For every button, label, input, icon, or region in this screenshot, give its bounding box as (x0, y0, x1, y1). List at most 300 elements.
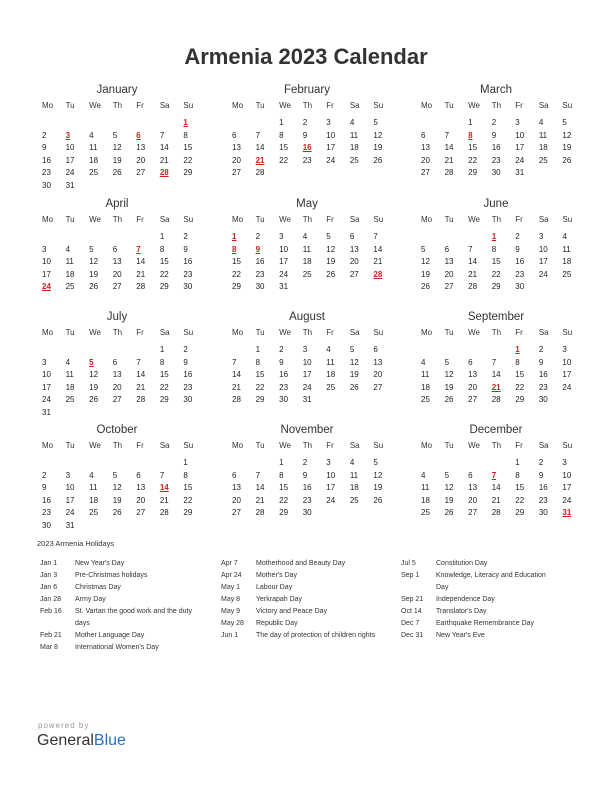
empty-day-cell (84, 345, 108, 358)
day-cell: 13 (444, 257, 454, 266)
holiday-row (401, 606, 576, 618)
day-cell: 24 (65, 168, 75, 177)
day-cell: 13 (349, 244, 359, 254)
weekday-label: Fr (136, 101, 144, 110)
weekday-label: Su (183, 101, 194, 110)
day-cell: 30 (515, 282, 525, 291)
day-cell: 5 (373, 118, 378, 127)
holiday-name: Pre-Christmas holidays (75, 572, 148, 579)
day-cell: 2 (42, 130, 47, 140)
empty-day-cell (108, 232, 132, 245)
day-cell: 6 (468, 470, 473, 480)
weekday-label: Th (302, 328, 313, 337)
day-cell: 2 (538, 458, 544, 467)
weekday-label: Su (373, 101, 384, 110)
weekday-label: We (89, 441, 101, 450)
empty-day-cell (61, 345, 85, 358)
day-cell: 23 (183, 382, 193, 392)
day-cell: 6 (373, 345, 378, 354)
weekday-label: Th (491, 328, 502, 337)
holiday-row (221, 582, 396, 594)
day-cell: 14 (255, 143, 265, 152)
holiday-name: New Year's Eve (436, 632, 485, 639)
day-cell: 24 (65, 508, 75, 517)
holiday-name: Independence Day (436, 596, 495, 603)
day-cell: 13 (421, 143, 430, 152)
day-cell: 29 (515, 508, 525, 517)
day-cell: 7 (491, 357, 497, 367)
weekday-label: Su (183, 215, 194, 224)
day-cell: 17 (65, 495, 75, 505)
month-name: January (96, 84, 138, 96)
month-december (416, 422, 576, 521)
day-cell: 8 (159, 357, 165, 367)
day-cell: 13 (232, 143, 241, 152)
day-cell: 22 (159, 269, 169, 279)
day-cell: 13 (112, 370, 122, 379)
day-cell: 5 (89, 244, 94, 254)
day-cell: 9 (183, 244, 188, 254)
day-cell: 1 (159, 232, 165, 241)
day-cell: 17 (326, 483, 336, 492)
day-cell: 16 (183, 370, 193, 379)
day-cell: 27 (468, 508, 478, 517)
day-cell: 3 (562, 458, 567, 467)
day-grid (416, 118, 576, 181)
day-cell: 23 (302, 495, 312, 505)
day-cell: 2 (302, 118, 308, 127)
day-cell: 22 (491, 269, 501, 279)
holiday-row (40, 630, 215, 642)
holiday-row (40, 606, 215, 618)
day-cell: 27 (112, 282, 122, 291)
weekday-header (227, 326, 387, 340)
empty-day-cell (84, 232, 108, 245)
day-cell: 25 (538, 155, 548, 165)
weekday-label: Mo (421, 328, 433, 337)
day-cell: 30 (42, 180, 51, 190)
day-cell: 5 (421, 244, 426, 254)
weekday-label: Mo (421, 215, 433, 224)
holiday-date: Feb 21 (40, 632, 62, 639)
day-cell: 14 (255, 483, 265, 492)
holiday-day: 1 (232, 232, 237, 241)
holiday-day: 8 (232, 244, 237, 254)
day-cell: 1 (279, 458, 284, 467)
day-cell: 20 (112, 269, 122, 279)
day-cell: 31 (42, 407, 51, 417)
weekday-label: Mo (421, 101, 433, 110)
empty-day-cell (61, 118, 85, 131)
day-cell: 16 (515, 257, 525, 266)
holiday-date: May 28 (221, 620, 244, 627)
day-cell: 8 (159, 244, 165, 254)
day-cell: 14 (444, 143, 454, 152)
generalblue-logo[interactable] (37, 732, 126, 750)
day-cell: 19 (373, 483, 383, 492)
day-cell: 7 (159, 470, 165, 480)
day-cell: 22 (183, 155, 193, 165)
brand-blue: Blue (93, 732, 126, 749)
empty-day-cell (227, 118, 251, 131)
holiday-row (401, 618, 576, 630)
day-cell: 9 (42, 483, 47, 492)
day-cell: 20 (112, 382, 122, 392)
day-grid (37, 345, 197, 420)
day-cell: 14 (468, 257, 478, 266)
day-grid (37, 232, 197, 295)
day-cell: 15 (159, 370, 169, 379)
month-name: November (280, 424, 334, 436)
holiday-row (40, 558, 215, 570)
month-march (416, 82, 576, 181)
day-grid (37, 458, 197, 533)
day-cell: 29 (255, 395, 265, 404)
holiday-date: Jan 1 (40, 560, 58, 567)
empty-day-cell (440, 458, 464, 471)
weekday-label: Tu (65, 328, 75, 337)
day-cell: 16 (538, 370, 548, 379)
day-cell: 12 (421, 257, 430, 266)
day-cell: 17 (515, 143, 525, 152)
day-cell: 19 (326, 257, 336, 266)
holiday-row (40, 618, 215, 630)
holiday-name: Motherhood and Beauty Day (256, 560, 346, 567)
holiday-day: 1 (515, 345, 520, 354)
day-cell: 12 (349, 357, 359, 367)
holiday-date: Sep 1 (401, 572, 420, 579)
day-cell: 5 (444, 470, 450, 480)
day-cell: 24 (538, 269, 548, 279)
day-cell: 5 (112, 470, 118, 480)
day-cell: 12 (373, 130, 383, 140)
holiday-row (401, 582, 576, 594)
day-cell: 17 (279, 257, 289, 266)
day-cell: 22 (232, 269, 241, 279)
day-cell: 19 (112, 495, 122, 505)
day-cell: 15 (279, 143, 289, 152)
day-cell: 10 (279, 244, 289, 254)
day-cell: 11 (538, 130, 548, 140)
holiday-row (401, 594, 576, 606)
day-cell: 27 (373, 382, 383, 392)
day-cell: 11 (562, 244, 571, 254)
day-cell: 2 (42, 470, 47, 480)
month-name: March (480, 84, 512, 96)
weekday-label: Sa (159, 441, 170, 450)
day-cell: 1 (279, 118, 284, 127)
brand-general: General (37, 732, 94, 749)
weekday-label: Sa (538, 215, 549, 224)
day-cell: 18 (538, 143, 548, 152)
day-cell: 1 (468, 118, 473, 127)
day-cell: 23 (515, 269, 525, 279)
empty-day-cell (487, 458, 511, 471)
day-cell: 4 (538, 118, 544, 127)
day-cell: 9 (491, 130, 497, 140)
empty-day-cell (463, 345, 487, 358)
day-cell: 16 (279, 370, 289, 379)
month-name: June (483, 198, 509, 210)
day-cell: 29 (183, 508, 193, 517)
day-cell: 4 (349, 458, 355, 467)
empty-day-cell (131, 118, 155, 131)
weekday-label: Th (302, 215, 313, 224)
powered-by-text: powered by (38, 721, 90, 730)
day-cell: 24 (562, 495, 572, 505)
day-cell: 11 (349, 470, 359, 480)
weekday-label: Th (112, 441, 123, 450)
day-cell: 6 (421, 130, 426, 140)
day-cell: 20 (232, 495, 241, 505)
day-cell: 19 (444, 382, 454, 392)
day-cell: 3 (302, 345, 308, 354)
day-cell: 29 (279, 508, 289, 517)
weekday-label: Sa (349, 215, 360, 224)
day-cell: 6 (136, 470, 141, 480)
day-cell: 26 (349, 382, 359, 392)
day-cell: 10 (562, 470, 572, 480)
day-cell: 31 (302, 395, 312, 404)
weekday-label: Su (183, 328, 194, 337)
day-cell: 23 (538, 495, 548, 505)
day-cell: 31 (279, 282, 289, 291)
day-cell: 13 (468, 483, 478, 492)
day-cell: 17 (302, 370, 312, 379)
holiday-day: 8 (468, 130, 473, 140)
day-cell: 25 (65, 395, 75, 404)
day-cell: 8 (279, 470, 284, 480)
day-cell: 11 (89, 143, 98, 152)
day-cell: 12 (326, 244, 336, 254)
day-cell: 22 (279, 495, 289, 505)
day-cell: 8 (491, 244, 497, 254)
day-cell: 11 (65, 370, 74, 379)
day-cell: 18 (349, 143, 359, 152)
empty-day-cell (108, 118, 132, 131)
day-cell: 15 (232, 257, 241, 266)
day-cell: 13 (136, 143, 146, 152)
day-cell: 27 (112, 395, 122, 404)
day-cell: 12 (373, 470, 383, 480)
holiday-name: St. Vartan the good work and the duty (75, 608, 193, 615)
day-cell: 7 (255, 130, 261, 140)
weekday-header (227, 213, 387, 227)
holiday-row (401, 558, 576, 570)
day-cell: 20 (468, 495, 478, 505)
empty-day-cell (416, 118, 440, 131)
day-grid (227, 118, 387, 181)
day-cell: 21 (136, 269, 146, 279)
holiday-date: Jan 28 (40, 596, 62, 603)
weekday-label: Sa (349, 328, 360, 337)
day-cell: 27 (444, 282, 454, 291)
day-cell: 20 (349, 257, 359, 266)
day-cell: 3 (326, 458, 331, 467)
day-cell: 4 (349, 118, 355, 127)
holiday-date: Apr 24 (221, 572, 242, 579)
day-cell: 8 (183, 470, 188, 480)
weekday-header (416, 326, 576, 340)
month-april (37, 196, 197, 295)
day-cell: 31 (65, 180, 75, 190)
day-cell: 9 (538, 470, 544, 480)
holiday-day: 9 (255, 244, 261, 254)
day-cell: 5 (349, 345, 355, 354)
empty-day-cell (84, 458, 108, 471)
day-cell: 11 (349, 130, 359, 140)
day-cell: 29 (159, 395, 169, 404)
empty-day-cell (61, 232, 85, 245)
day-cell: 16 (42, 155, 51, 165)
weekday-label: Tu (65, 215, 75, 224)
weekday-label: Tu (255, 215, 265, 224)
holiday-day: 1 (491, 232, 497, 241)
day-cell: 14 (491, 370, 501, 379)
weekday-label: Fr (136, 215, 144, 224)
day-cell: 13 (136, 483, 146, 492)
day-cell: 26 (373, 155, 383, 165)
holiday-date: Jan 6 (40, 584, 58, 591)
weekday-label: Sa (159, 328, 170, 337)
day-cell: 31 (515, 168, 525, 177)
holiday-day: 6 (136, 130, 141, 140)
day-cell: 14 (159, 143, 169, 152)
day-cell: 5 (373, 458, 378, 467)
day-cell: 25 (326, 382, 336, 392)
day-cell: 17 (42, 269, 51, 279)
day-cell: 18 (89, 495, 99, 505)
day-cell: 19 (89, 382, 99, 392)
day-cell: 25 (65, 282, 75, 291)
day-cell: 10 (42, 370, 51, 379)
empty-day-cell (108, 345, 132, 358)
holiday-date: May 1 (221, 584, 241, 591)
day-cell: 20 (232, 155, 241, 165)
holiday-name: Labour Day (256, 584, 293, 591)
weekday-label: Tu (444, 101, 454, 110)
holiday-day: 21 (491, 382, 501, 392)
holiday-name: Victory and Peace Day (256, 608, 328, 615)
day-cell: 23 (491, 155, 501, 165)
holiday-name: days (75, 620, 90, 627)
holiday-row (221, 630, 396, 642)
weekday-label: We (89, 101, 101, 110)
empty-day-cell (37, 232, 61, 245)
day-cell: 1 (159, 345, 165, 354)
day-cell: 29 (468, 168, 478, 177)
holiday-name: Republic Day (256, 620, 298, 627)
day-cell: 27 (232, 168, 241, 177)
day-grid (227, 345, 387, 408)
day-cell: 19 (112, 155, 122, 165)
weekday-label: Mo (232, 101, 244, 110)
weekday-label: Fr (136, 441, 144, 450)
day-cell: 21 (159, 155, 169, 165)
day-cell: 6 (112, 244, 118, 254)
day-cell: 11 (421, 370, 430, 379)
day-cell: 12 (112, 143, 122, 152)
month-july (37, 309, 197, 420)
day-cell: 29 (183, 168, 193, 177)
month-november (227, 422, 387, 521)
day-cell: 17 (42, 382, 51, 392)
day-cell: 22 (468, 155, 478, 165)
day-cell: 18 (421, 382, 430, 392)
day-cell: 1 (255, 345, 261, 354)
day-cell: 23 (42, 168, 51, 177)
month-september (416, 309, 576, 408)
day-cell: 20 (468, 382, 478, 392)
holiday-date: May 9 (221, 608, 241, 615)
day-cell: 22 (279, 155, 289, 165)
weekday-label: Fr (136, 328, 144, 337)
day-cell: 24 (326, 155, 336, 165)
weekday-label: Mo (42, 328, 54, 337)
weekday-label: We (279, 101, 291, 110)
day-cell: 15 (491, 257, 501, 266)
weekday-label: Mo (232, 441, 244, 450)
weekday-label: Su (183, 441, 194, 450)
weekday-label: Fr (326, 101, 334, 110)
day-cell: 3 (65, 470, 71, 480)
day-cell: 2 (491, 118, 497, 127)
day-cell: 26 (326, 269, 336, 279)
day-cell: 20 (444, 269, 454, 279)
weekday-label: Fr (515, 441, 523, 450)
day-cell: 30 (538, 508, 548, 517)
weekday-label: Su (562, 328, 573, 337)
day-cell: 13 (112, 257, 122, 266)
empty-day-cell (155, 118, 179, 131)
empty-day-cell (37, 118, 61, 131)
holiday-name: New Year's Day (75, 560, 125, 567)
empty-day-cell (227, 458, 251, 471)
day-cell: 26 (444, 395, 454, 404)
day-grid (416, 458, 576, 521)
weekday-label: Sa (538, 441, 549, 450)
weekday-label: We (279, 215, 291, 224)
empty-day-cell (416, 232, 440, 245)
day-cell: 21 (491, 495, 501, 505)
day-cell: 16 (491, 143, 501, 152)
holiday-column-2 (221, 558, 396, 642)
day-cell: 6 (349, 232, 355, 241)
holiday-date: Mar 8 (40, 644, 58, 651)
day-cell: 30 (491, 168, 501, 177)
day-cell: 18 (326, 370, 336, 379)
day-cell: 19 (349, 370, 359, 379)
day-cell: 15 (159, 257, 169, 266)
holiday-day: 14 (159, 483, 169, 492)
empty-day-cell (108, 458, 132, 471)
weekday-header (227, 439, 387, 453)
day-cell: 10 (326, 470, 336, 480)
day-cell: 4 (421, 470, 426, 480)
day-cell: 23 (302, 155, 312, 165)
empty-day-cell (131, 458, 155, 471)
day-cell: 7 (444, 130, 450, 140)
weekday-label: We (468, 441, 480, 450)
weekday-label: Fr (515, 101, 523, 110)
weekday-label: Tu (255, 441, 265, 450)
weekday-label: Tu (444, 328, 454, 337)
day-cell: 21 (232, 382, 241, 392)
day-cell: 3 (326, 118, 331, 127)
day-cell: 10 (65, 483, 75, 492)
day-cell: 6 (444, 244, 450, 254)
weekday-label: Tu (255, 328, 265, 337)
